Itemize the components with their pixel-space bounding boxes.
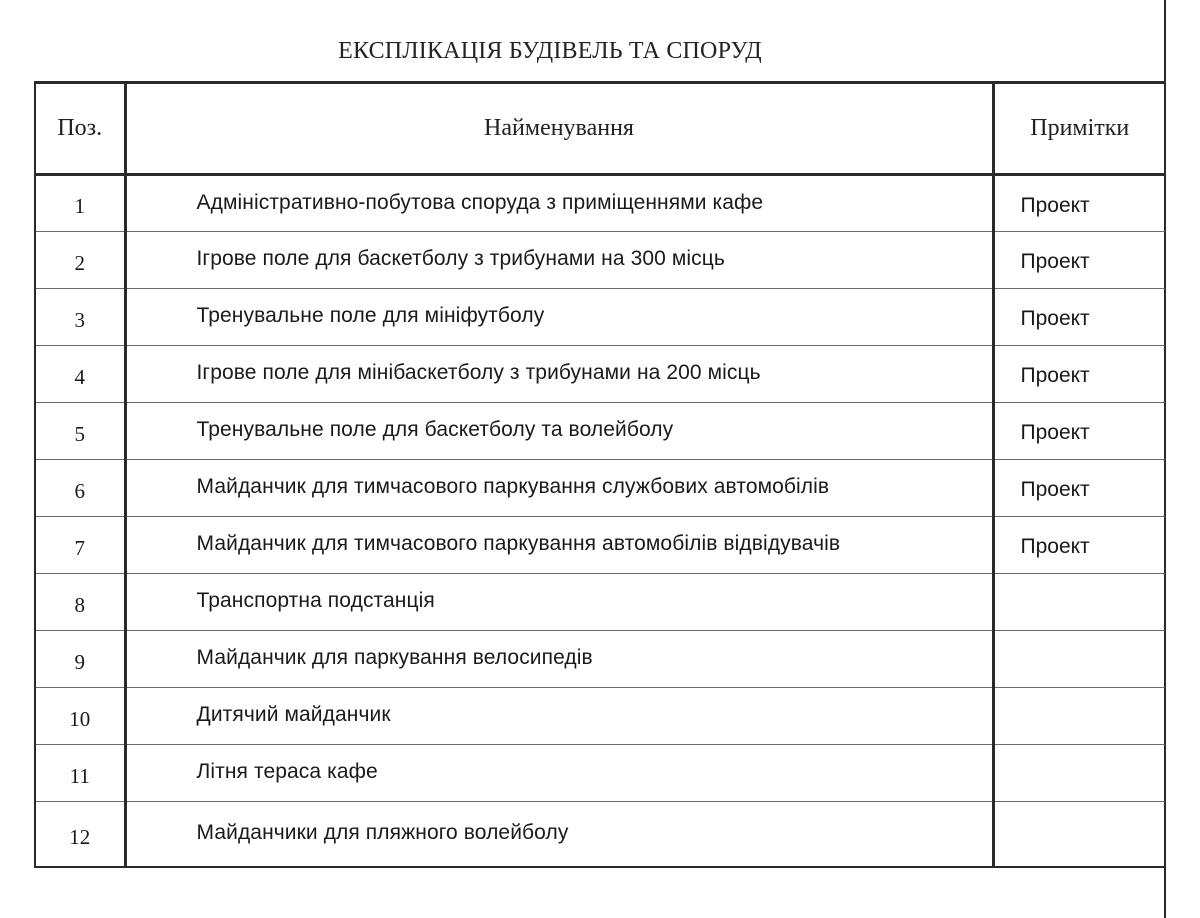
row-position: 2 — [35, 232, 125, 289]
row-position: 3 — [35, 289, 125, 346]
row-position: 12 — [35, 802, 125, 868]
row-name: Ігрове поле для мінібаскетболу з трибунами на 200 місць — [125, 346, 993, 403]
row-note: Проект — [993, 517, 1165, 574]
explication-table-container — [34, 81, 1164, 868]
row-name: Тренувальне поле для мініфутболу — [125, 289, 993, 346]
row-name: Транспортна подстанція — [125, 574, 993, 631]
table-row — [35, 175, 1165, 232]
row-note — [993, 745, 1165, 802]
row-position: 10 — [35, 688, 125, 745]
row-name: Адміністративно-побутова споруда з приміщеннями кафе — [125, 175, 993, 232]
row-position: 5 — [35, 403, 125, 460]
header-notes: Примітки — [993, 83, 1165, 175]
row-position: 8 — [35, 574, 125, 631]
header-position: Поз. — [35, 83, 125, 175]
row-note: Проект — [993, 403, 1165, 460]
row-note — [993, 631, 1165, 688]
row-position: 7 — [35, 517, 125, 574]
row-name: Майданчик для паркування велосипедів — [125, 631, 993, 688]
row-name: Ігрове поле для баскетболу з трибунами на 300 місць — [125, 232, 993, 289]
table-row — [35, 802, 1165, 868]
row-name: Майданчик для тимчасового паркування службових автомобілів — [125, 460, 993, 517]
row-note: Проект — [993, 232, 1165, 289]
explication-table — [34, 81, 1165, 868]
row-name: Тренувальне поле для баскетболу та волейболу — [125, 403, 993, 460]
row-note: Проект — [993, 346, 1165, 403]
header-name: Найменування — [125, 83, 993, 175]
row-position: 11 — [35, 745, 125, 802]
row-note: Проект — [993, 460, 1165, 517]
table-row — [35, 631, 1165, 688]
row-name: Літня тераса кафе — [125, 745, 993, 802]
row-name: Дитячий майданчик — [125, 688, 993, 745]
row-name: Майданчики для пляжного волейболу — [125, 802, 993, 868]
table-header-row — [35, 83, 1165, 175]
table-row — [35, 574, 1165, 631]
row-note — [993, 688, 1165, 745]
row-position: 9 — [35, 631, 125, 688]
row-name: Майданчик для тимчасового паркування автомобілів відвідувачів — [125, 517, 993, 574]
row-position: 6 — [35, 460, 125, 517]
row-note — [993, 574, 1165, 631]
row-note: Проект — [993, 289, 1165, 346]
document-title: ЕКСПЛІКАЦІЯ БУДІВЕЛЬ ТА СПОРУД — [338, 38, 762, 64]
table-body — [35, 175, 1165, 868]
table-row — [35, 346, 1165, 403]
row-note: Проект — [993, 175, 1165, 232]
table-row — [35, 745, 1165, 802]
row-position: 4 — [35, 346, 125, 403]
table-row — [35, 403, 1165, 460]
table-row — [35, 232, 1165, 289]
table-row — [35, 688, 1165, 745]
table-row — [35, 289, 1165, 346]
row-position: 1 — [35, 175, 125, 232]
table-row — [35, 460, 1165, 517]
table-row — [35, 517, 1165, 574]
row-note — [993, 802, 1165, 868]
